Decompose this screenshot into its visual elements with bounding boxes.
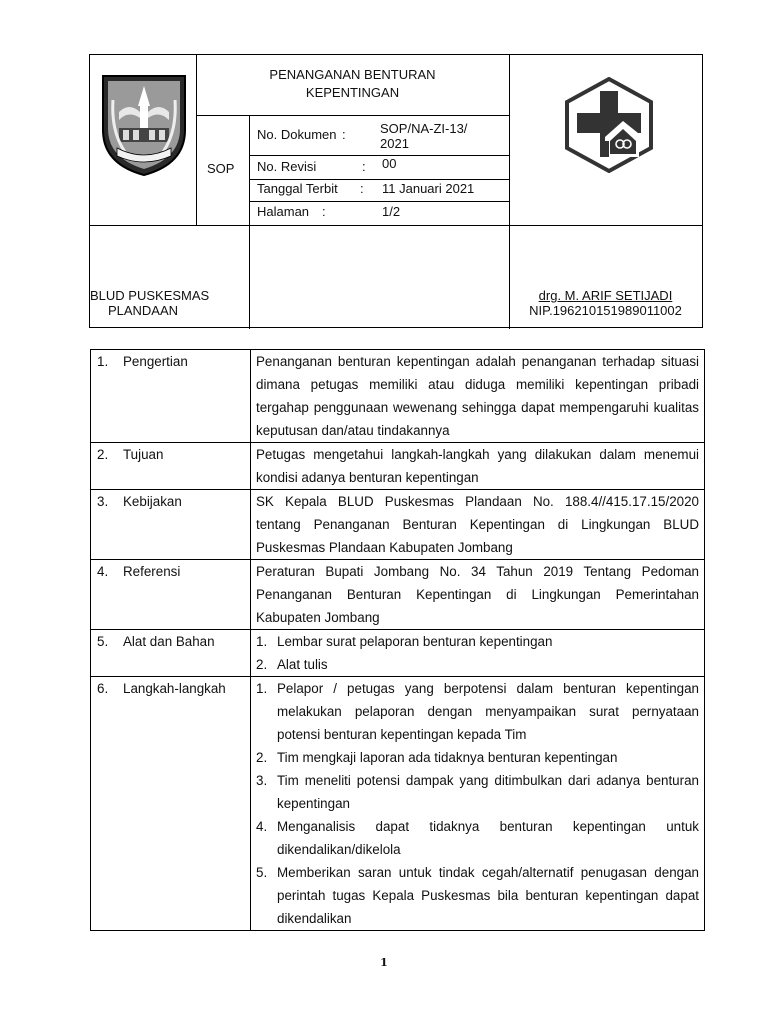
section-label-langkah-langkah: Langkah-langkah	[123, 681, 226, 696]
field-sep: :	[360, 181, 364, 196]
section-number: 4.	[97, 564, 109, 579]
table-row	[91, 443, 705, 490]
field-label-halaman: Halaman	[257, 204, 310, 219]
section-text-pengertian: Penanganan benturan kepentingan adalah penanganan terhadap situasi dimana petugas memiliki atau diduga memiliki kepentingan pribadi tergahap penggunaan wewenang sehingga dapat mempengaruhi kualitas keputusan dan/atau tindakannya	[251, 350, 705, 443]
list-item: 3. Tim meneliti potensi dampak yang ditimbulkan dari adanya benturan kepentingan	[256, 773, 699, 811]
alat-dan-bahan-list	[256, 630, 699, 676]
section-number: 6.	[97, 681, 109, 696]
page-number: 1	[380, 956, 388, 969]
field-label-no-dokumen: No. Dokumen	[257, 127, 337, 142]
field-value-tanggal-terbit: 11 Januari 2021	[382, 181, 475, 196]
field-value-no-dokumen-2: 2021	[380, 136, 409, 151]
kabupaten-jombang-logo-icon	[99, 72, 189, 178]
table-row	[91, 560, 705, 630]
list-item: 1. Lembar surat pelaporan benturan kepentingan	[256, 634, 553, 649]
langkah-langkah-list	[256, 677, 699, 930]
field-sep: :	[322, 204, 326, 219]
field-label-no-revisi: No. Revisi	[257, 159, 317, 174]
signer-nip: NIP.196210151989011002	[529, 303, 682, 318]
table-row	[91, 630, 705, 677]
sop-content-table	[90, 349, 705, 931]
document-title-line1: PENANGANAN BENTURAN	[269, 67, 436, 82]
list-item: 5. Memberikan saran untuk tindak cegah/alternatif penugasan dengan perintah tugas Kepala Puskesmas bila benturan kepentingan dapat dikendalikan	[256, 865, 699, 926]
section-text-referensi: Peraturan Bupati Jombang No. 34 Tahun 2019 Tentang Pedoman Penanganan Benturan Kepentingan di Lingkungan Pemerintahan Kabupaten Jombang	[251, 560, 705, 630]
section-number: 1.	[97, 354, 109, 369]
section-number: 3.	[97, 494, 109, 509]
section-label-alat-dan-bahan: Alat dan Bahan	[123, 634, 215, 649]
section-label-pengertian: Pengertian	[123, 354, 188, 369]
signer-name: drg. M. ARIF SETIJADI	[538, 288, 673, 303]
organization-name-line1: BLUD PUSKESMAS	[90, 288, 210, 303]
organization-name-line2: PLANDAAN	[107, 303, 179, 318]
section-text-tujuan: Petugas mengetahui langkah-langkah yang dilakukan dalam menemui kondisi adanya benturan kepentingan	[251, 443, 705, 490]
section-label-tujuan: Tujuan	[123, 447, 164, 462]
section-label-kebijakan: Kebijakan	[123, 494, 182, 509]
field-label-tanggal-terbit: Tanggal Terbit	[257, 181, 338, 196]
sop-header-table	[89, 54, 703, 328]
section-text-kebijakan: SK Kepala BLUD Puskesmas Plandaan No. 188.4//415.17.15/2020 tentang Penanganan Benturan Kepentingan di Lingkungan BLUD Puskesmas Plandaan Kabupaten Jombang	[251, 490, 705, 560]
list-item: 2. Tim mengkaji laporan ada tidaknya benturan kepentingan	[256, 750, 618, 765]
field-sep: :	[362, 159, 366, 174]
table-row	[91, 677, 705, 931]
section-label-referensi: Referensi	[123, 564, 181, 579]
table-row	[91, 490, 705, 560]
puskesmas-logo-icon	[563, 77, 655, 173]
section-number: 2.	[97, 447, 109, 462]
list-item: 2. Alat tulis	[256, 657, 328, 672]
list-item: 1. Pelapor / petugas yang berpotensi dalam benturan kepentingan melakukan pelaporan dengan menyampaikan surat pernyataan potensi benturan kepentingan kepada Tim	[256, 681, 699, 742]
section-number: 5.	[97, 634, 109, 649]
field-value-no-dokumen-1: SOP/NA-ZI-13/	[380, 121, 468, 136]
field-value-no-revisi: 00	[382, 156, 397, 171]
field-value-halaman: 1/2	[382, 204, 401, 219]
table-row	[91, 350, 705, 443]
field-sep: :	[342, 127, 346, 142]
sop-label: SOP	[207, 161, 235, 176]
list-item: 4. Menganalisis dapat tidaknya benturan kepentingan untuk dikendalikan/dikelola	[256, 819, 699, 857]
document-title-line2: KEPENTINGAN	[305, 85, 400, 100]
